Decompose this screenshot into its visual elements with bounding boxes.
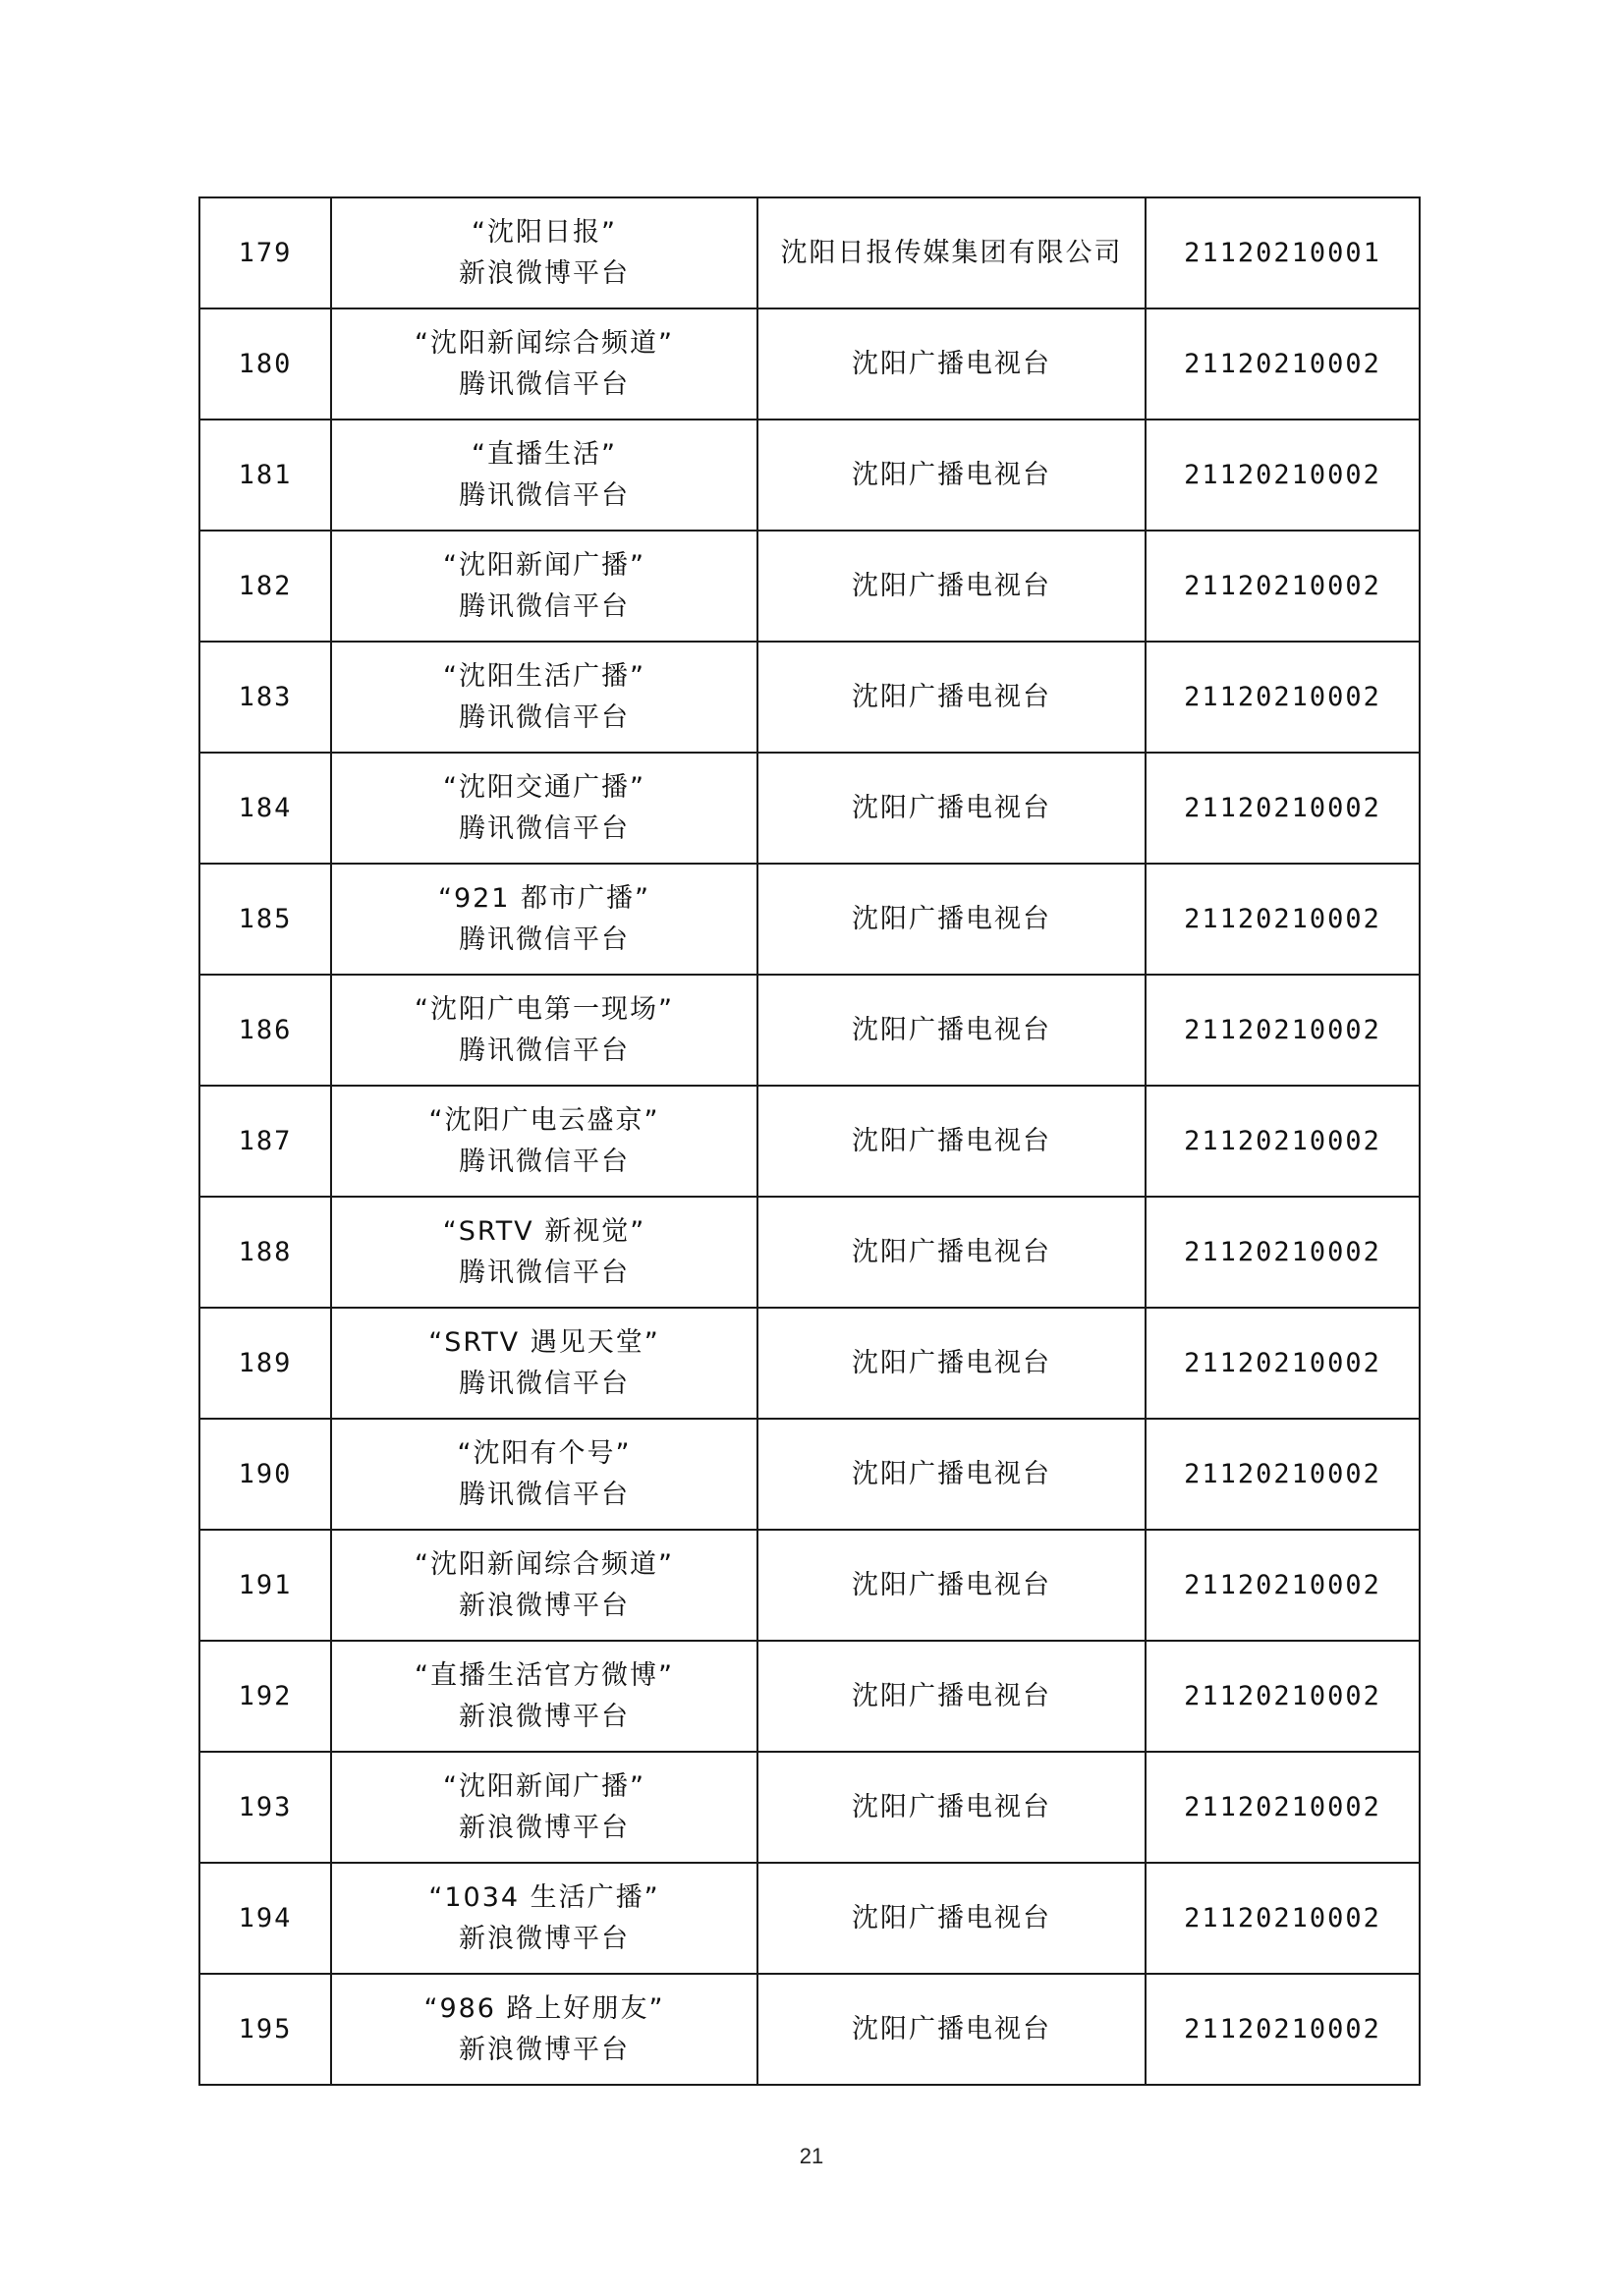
account-name: “1034 生活广播” — [428, 1881, 660, 1913]
organization-cell: 沈阳广播电视台 — [757, 531, 1146, 642]
row-number-cell: 195 — [199, 1974, 331, 2085]
account-name-cell — [331, 1863, 757, 1974]
license-code-cell: 21120210002 — [1146, 1752, 1420, 1863]
organization-cell: 沈阳日报传媒集团有限公司 — [757, 197, 1146, 308]
row-number-cell: 179 — [199, 197, 331, 308]
row-number-cell: 193 — [199, 1752, 331, 1863]
license-code-cell: 21120210002 — [1146, 1308, 1420, 1419]
row-number-cell: 180 — [199, 308, 331, 420]
license-code-cell: 21120210001 — [1146, 197, 1420, 308]
platform-name: 腾讯微信平台 — [459, 1479, 630, 1510]
row-number-cell: 184 — [199, 753, 331, 864]
platform-name: 腾讯微信平台 — [459, 812, 630, 844]
table-row — [199, 1086, 1420, 1197]
row-number-cell: 185 — [199, 864, 331, 975]
row-number-cell: 187 — [199, 1086, 331, 1197]
platform-name: 腾讯微信平台 — [459, 590, 630, 622]
license-code-cell: 21120210002 — [1146, 1086, 1420, 1197]
organization-cell: 沈阳广播电视台 — [757, 1419, 1146, 1530]
table-row — [199, 420, 1420, 531]
license-code-cell: 21120210002 — [1146, 1419, 1420, 1530]
platform-name: 腾讯微信平台 — [459, 1035, 630, 1066]
table-row — [199, 308, 1420, 420]
row-number-cell: 188 — [199, 1197, 331, 1308]
row-number-cell: 186 — [199, 975, 331, 1086]
table-row — [199, 1530, 1420, 1641]
organization-cell: 沈阳广播电视台 — [757, 1974, 1146, 2085]
account-name-cell — [331, 1752, 757, 1863]
table-row — [199, 1974, 1420, 2085]
table-row — [199, 1308, 1420, 1419]
platform-name: 新浪微博平台 — [459, 1701, 630, 1732]
row-number-cell: 190 — [199, 1419, 331, 1530]
account-name-cell — [331, 642, 757, 753]
license-code-cell: 21120210002 — [1146, 1974, 1420, 2085]
organization-cell: 沈阳广播电视台 — [757, 1197, 1146, 1308]
table-row — [199, 753, 1420, 864]
account-name: “沈阳新闻广播” — [443, 1770, 645, 1802]
row-number-cell: 191 — [199, 1530, 331, 1641]
table-row — [199, 1863, 1420, 1974]
license-code-cell: 21120210002 — [1146, 753, 1420, 864]
account-name: “沈阳生活广播” — [443, 660, 645, 692]
account-name-cell — [331, 531, 757, 642]
license-code-cell: 21120210002 — [1146, 642, 1420, 753]
account-name-cell — [331, 1641, 757, 1752]
account-name-cell — [331, 197, 757, 308]
platform-name: 新浪微博平台 — [459, 1812, 630, 1843]
license-code-cell: 21120210002 — [1146, 420, 1420, 531]
license-code-cell: 21120210002 — [1146, 864, 1420, 975]
account-name-cell — [331, 1197, 757, 1308]
license-code-cell: 21120210002 — [1146, 1641, 1420, 1752]
account-name: “沈阳新闻广播” — [443, 549, 645, 581]
table-row — [199, 197, 1420, 308]
platform-name: 腾讯微信平台 — [459, 1146, 630, 1177]
account-name: “沈阳广电云盛京” — [428, 1104, 660, 1136]
row-number-cell: 194 — [199, 1863, 331, 1974]
organization-cell: 沈阳广播电视台 — [757, 1308, 1146, 1419]
account-name: “直播生活官方微博” — [415, 1659, 674, 1691]
license-code-cell: 21120210002 — [1146, 1530, 1420, 1641]
page-number: 21 — [799, 2144, 824, 2168]
account-name-cell — [331, 1308, 757, 1419]
platform-name: 腾讯微信平台 — [459, 924, 630, 955]
row-number-cell: 183 — [199, 642, 331, 753]
account-name-cell — [331, 1530, 757, 1641]
organization-cell: 沈阳广播电视台 — [757, 975, 1146, 1086]
table-row — [199, 531, 1420, 642]
account-name-cell — [331, 308, 757, 420]
table-row — [199, 642, 1420, 753]
platform-name: 新浪微博平台 — [459, 257, 630, 289]
account-name: “沈阳交通广播” — [443, 771, 645, 803]
account-name-cell — [331, 1974, 757, 2085]
account-name: “沈阳新闻综合频道” — [415, 1548, 674, 1580]
license-code-cell: 21120210002 — [1146, 975, 1420, 1086]
platform-name: 腾讯微信平台 — [459, 1368, 630, 1399]
organization-cell: 沈阳广播电视台 — [757, 420, 1146, 531]
table-row — [199, 864, 1420, 975]
table-row — [199, 1752, 1420, 1863]
platform-name: 新浪微博平台 — [459, 2034, 630, 2065]
platform-name: 腾讯微信平台 — [459, 701, 630, 733]
account-name: “沈阳新闻综合频道” — [415, 327, 674, 359]
account-name-cell — [331, 420, 757, 531]
account-name: “沈阳广电第一现场” — [415, 993, 674, 1025]
platform-name: 腾讯微信平台 — [459, 479, 630, 511]
platform-name: 新浪微博平台 — [459, 1590, 630, 1621]
account-name: “921 都市广播” — [437, 882, 651, 914]
row-number-cell: 182 — [199, 531, 331, 642]
platform-name: 腾讯微信平台 — [459, 368, 630, 400]
account-name-cell — [331, 864, 757, 975]
organization-cell: 沈阳广播电视台 — [757, 308, 1146, 420]
organization-cell: 沈阳广播电视台 — [757, 864, 1146, 975]
organization-cell: 沈阳广播电视台 — [757, 753, 1146, 864]
organization-cell: 沈阳广播电视台 — [757, 1530, 1146, 1641]
table-row — [199, 975, 1420, 1086]
account-name-cell — [331, 975, 757, 1086]
row-number-cell: 181 — [199, 420, 331, 531]
account-name-cell — [331, 753, 757, 864]
organization-cell: 沈阳广播电视台 — [757, 642, 1146, 753]
platform-name: 腾讯微信平台 — [459, 1257, 630, 1288]
account-name: “SRTV 遇见天堂” — [428, 1326, 660, 1358]
license-code-cell: 21120210002 — [1146, 308, 1420, 420]
row-number-cell: 192 — [199, 1641, 331, 1752]
organization-cell: 沈阳广播电视台 — [757, 1086, 1146, 1197]
table-row — [199, 1419, 1420, 1530]
account-name: “直播生活” — [472, 438, 617, 470]
organization-cell: 沈阳广播电视台 — [757, 1752, 1146, 1863]
account-name-cell — [331, 1419, 757, 1530]
account-name: “沈阳日报” — [472, 216, 617, 248]
table-row — [199, 1641, 1420, 1752]
license-code-cell: 21120210002 — [1146, 531, 1420, 642]
organization-cell: 沈阳广播电视台 — [757, 1863, 1146, 1974]
account-name-cell — [331, 1086, 757, 1197]
platform-name: 新浪微博平台 — [459, 1923, 630, 1954]
license-code-cell: 21120210002 — [1146, 1197, 1420, 1308]
organization-cell: 沈阳广播电视台 — [757, 1641, 1146, 1752]
license-code-cell: 21120210002 — [1146, 1863, 1420, 1974]
row-number-cell: 189 — [199, 1308, 331, 1419]
account-name: “SRTV 新视觉” — [442, 1215, 646, 1247]
account-name: “沈阳有个号” — [457, 1437, 632, 1469]
registry-table — [198, 196, 1421, 2086]
account-name: “986 路上好朋友” — [423, 1992, 665, 2024]
table-row — [199, 1197, 1420, 1308]
